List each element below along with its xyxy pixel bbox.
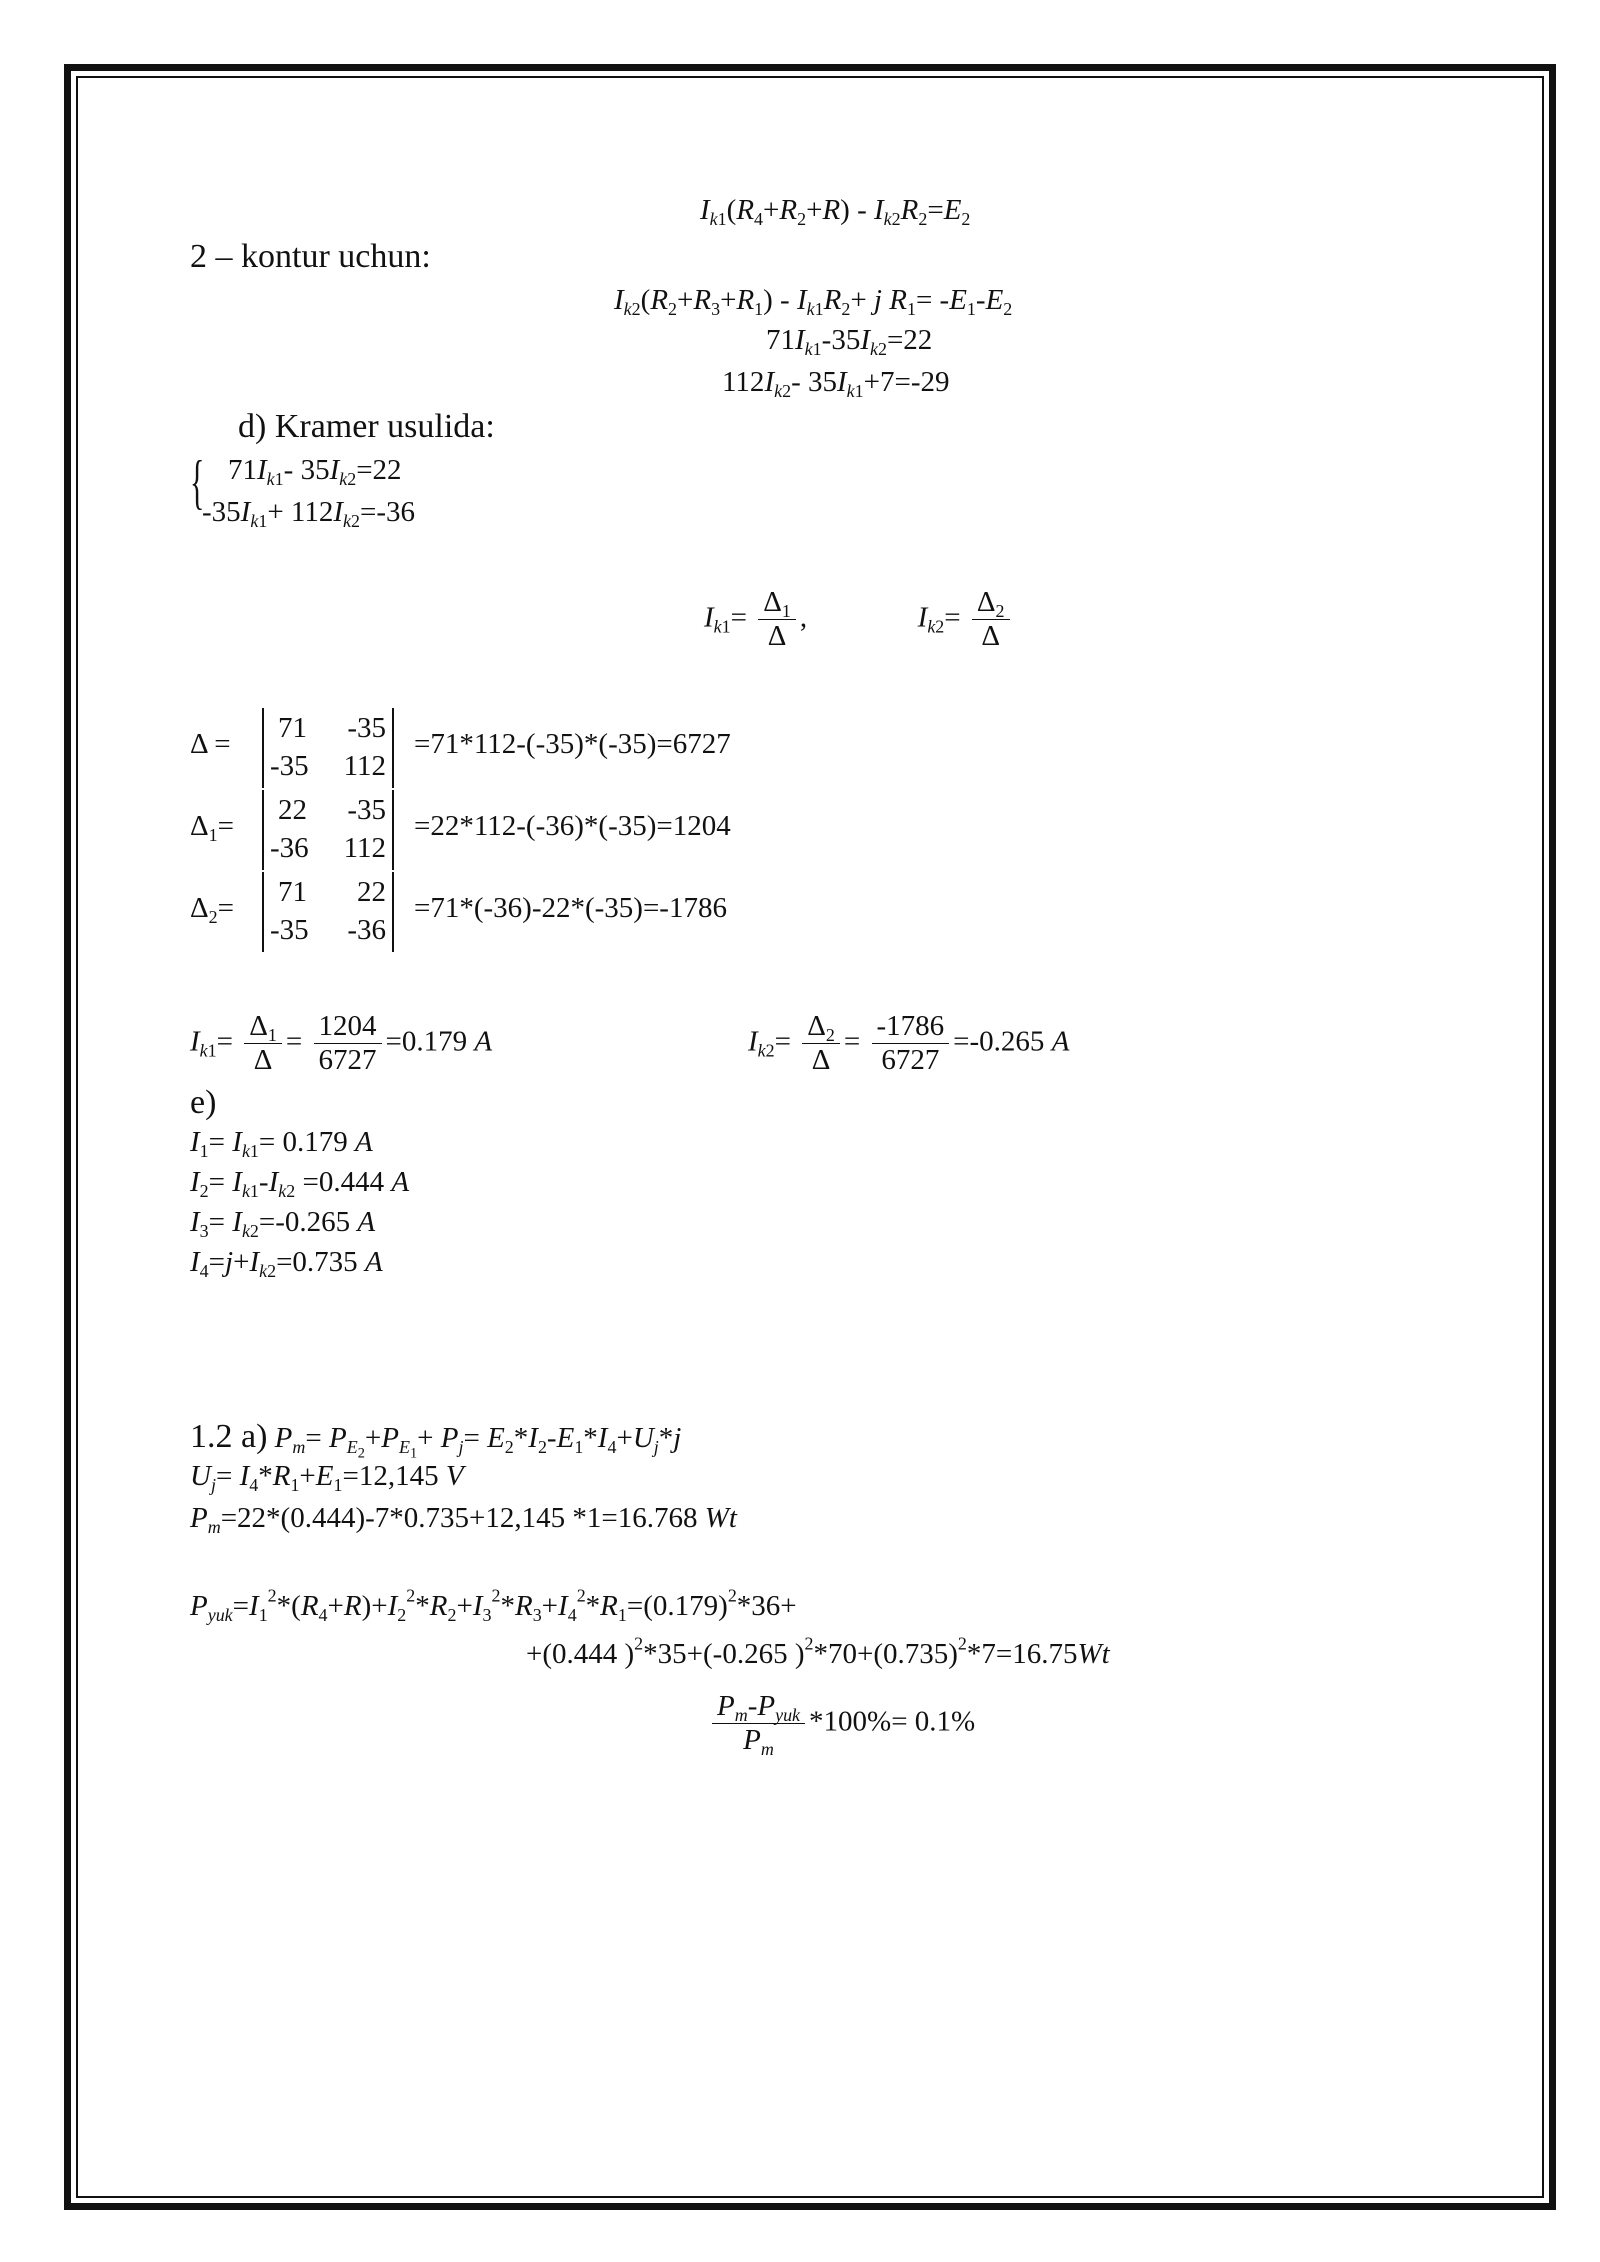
- ik1-result: $I_{k1}=$ $\frac{\Delta_1}{\Delta}$ = $\frac{1204}{6727}$ =0.179 A: [190, 1010, 493, 1077]
- system-row1: $71I_{k1}-$ $35I_{k2}=22$: [228, 454, 402, 489]
- ik2-result: $I_{k2}=$ $\frac{\Delta_2}{\Delta}$ = $\frac{-1786}{6727}$ =-0.265 A: [748, 1010, 1070, 1077]
- eq-numeric1: $71I_{k1}-35I_{k2}=22$: [766, 324, 933, 359]
- power-pm-definition: 1.2 a) $P_m= P_{E_2}+P_{E_1}+ P_j= E_2*I_2-E_1*I_4+U_j*j$: [190, 1418, 682, 1462]
- eq-numeric2: $112I_{k2}-$ $35I_{k1}+7=-29$: [722, 366, 950, 401]
- delta-label: Δ =: [190, 728, 231, 760]
- kontur2-label: 2 – kontur uchun:: [190, 238, 431, 275]
- current-i4: $I_4=j+I_{k2}=0.735$ A: [190, 1246, 383, 1281]
- power-percent: $\frac{P_m-P_{yuk}}{P_m}$ *100%= 0.1%: [708, 1690, 975, 1758]
- system-brace: {: [190, 449, 205, 515]
- eq-kontur2: $I_{k2}(R_2+R_3+R_1) - I_{k1}R_2+ j$ $R_1= -E_1-E_2$: [614, 284, 1013, 319]
- current-i2: $I_2= I_{k1}-I_{k2} =0.444$ A: [190, 1166, 410, 1201]
- power-pm-calc: $P_m=22*(0.444)-7*0.735+12,145$ *1=16.768 Wt: [190, 1502, 737, 1537]
- delta2-expression: =71*(-36)-22*(-35)=-1786: [414, 892, 727, 924]
- e-label: e): [190, 1084, 217, 1121]
- eq-kontur1: $I_{k1}(R_4+R_2+R) - I_{k2}R_2=E_2$: [700, 194, 971, 229]
- system-row2: $-35I_{k1}+ 112I_{k2}=-36$: [202, 496, 416, 531]
- delta1-expression: =22*112-(-36)*(-35)=1204: [414, 810, 731, 842]
- delta1-matrix: 22 -35 -36 112: [262, 790, 394, 870]
- delta-expression: =71*112-(-35)*(-35)=6727: [414, 728, 731, 760]
- delta-matrix: 71 -35 -35 112: [262, 708, 394, 788]
- delta2-label: $\Delta_2=$: [190, 892, 234, 927]
- power-pyuk-line2: +(0.444 )$^2$*35+(-0.265 )$^2*70+(0.735)^2*7=16.75Wt$: [526, 1633, 1110, 1670]
- power-uj: $U_j= I_4*R_1+E_1=12,145$ V: [190, 1460, 464, 1495]
- power-pyuk-line1: $P_{yuk}=I_1^2*(R_4+R)+I_2^2*R_2+I_3^2*R_3+I_4^2*R_1=(0.179)^2*36+$: [190, 1585, 797, 1625]
- delta2-matrix: 71 22 -35 -36: [262, 872, 394, 952]
- current-i1: $I_1= I_{k1}= 0.179$ A: [190, 1126, 373, 1161]
- ik-formulas: $I_{k1}=$ $\frac{\Delta_1}{\Delta}$ , $I_{k2}=$ $\frac{\Delta_2}{\Delta}$: [704, 586, 1014, 654]
- kramer-label: d) Kramer usulida:: [238, 408, 495, 445]
- delta1-label: $\Delta_1=$: [190, 810, 234, 845]
- current-i3: $I_3= I_{k2}=-0.265$ A: [190, 1206, 376, 1241]
